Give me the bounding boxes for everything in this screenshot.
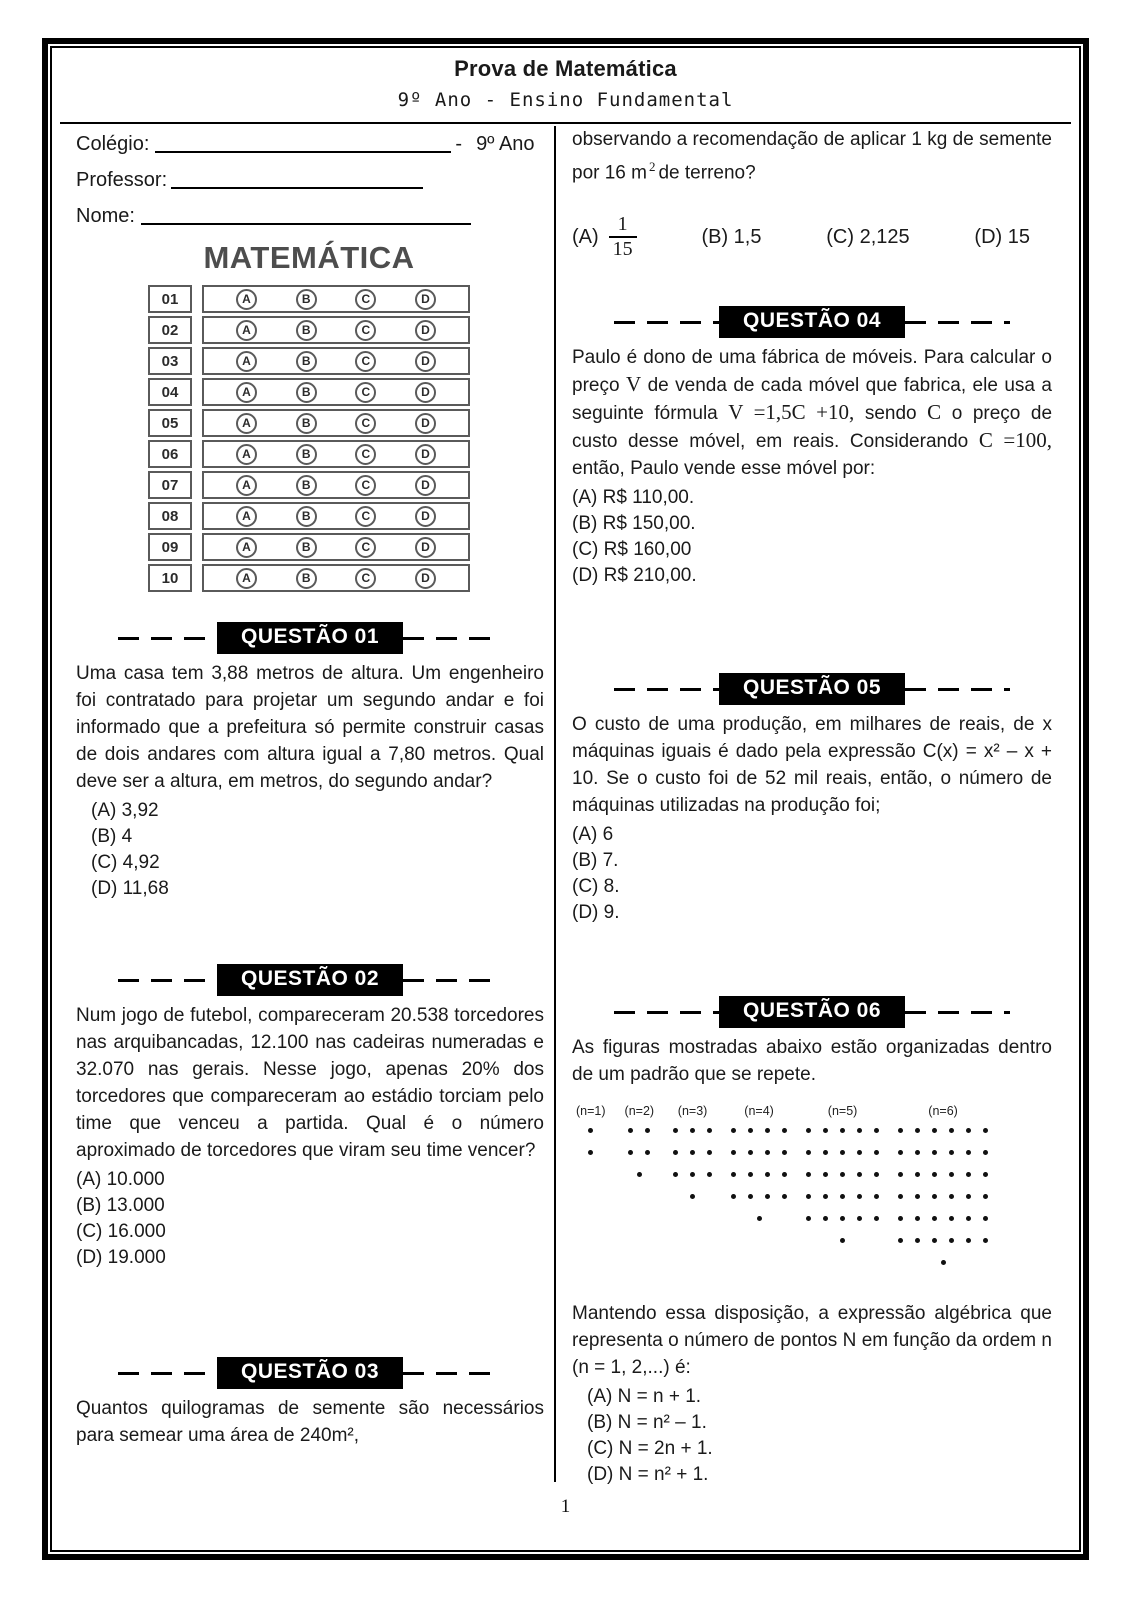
answer-bubble[interactable]: C [355, 475, 376, 496]
answer-bubble[interactable]: B [296, 475, 317, 496]
answer-bubble[interactable]: B [296, 444, 317, 465]
answer-bubble[interactable]: D [415, 444, 436, 465]
option: (D) 9. [572, 902, 620, 924]
question-01-options [76, 798, 544, 902]
answer-bubble[interactable]: A [236, 382, 257, 403]
option: (A) 3,92 [91, 800, 159, 821]
dot [966, 1128, 971, 1133]
dot [949, 1194, 954, 1199]
dot [731, 1150, 736, 1155]
option: (A) N = n + 1. [587, 1386, 702, 1408]
answer-row-number: 04 [148, 378, 192, 406]
answer-bubble[interactable]: A [236, 444, 257, 465]
q4-math-C: C [927, 400, 942, 425]
dot [915, 1238, 920, 1243]
question-01-header: QUESTÃO 01 [217, 622, 403, 654]
option: (C) R$ 160,00 [572, 539, 692, 561]
option: (A) R$ 110,00. [572, 487, 695, 509]
answer-bubble[interactable]: C [355, 320, 376, 341]
question-05-text: O custo de uma produção, em milhares de reais, de x máquinas iguais é dado pela expressão C(x) = x² – x + 10. Se o custo foi de 52 mil reais, então, o número de máquinas utilizadas na produção foi; [572, 714, 1052, 817]
dot [748, 1172, 753, 1177]
dot [748, 1150, 753, 1155]
answer-bubble[interactable]: B [296, 537, 317, 558]
question-03-text-left: Quantos quilogramas de semente são necessários para semear uma área de 240m², [76, 1398, 544, 1446]
answer-row-number: 07 [148, 471, 192, 499]
dot [731, 1128, 736, 1133]
professor-label: Professor: [76, 169, 168, 191]
dot [782, 1172, 787, 1177]
answer-sheet-options [202, 285, 470, 592]
question-05-header: QUESTÃO 05 [719, 673, 905, 705]
answer-bubble[interactable]: B [296, 320, 317, 341]
option: (D) 11,68 [91, 878, 169, 899]
dot [915, 1194, 920, 1199]
question-03-text-pre: observando a recomendação de aplicar 1 kg de semente por 16 m [572, 129, 1052, 184]
dot [915, 1128, 920, 1133]
dot [932, 1216, 937, 1221]
dot [898, 1194, 903, 1199]
dot [932, 1238, 937, 1243]
dot [949, 1216, 954, 1221]
question-04-text [572, 344, 1052, 482]
dot [932, 1150, 937, 1155]
dot [874, 1128, 879, 1133]
option-d: (D) 15 [974, 225, 1030, 248]
answer-bubble[interactable]: C [355, 382, 376, 403]
q4-text-2: de venda de cada móvel que fabrica, ele usa a seguinte fórmula [572, 375, 1052, 425]
dot [673, 1150, 678, 1155]
dot-pattern-figure [572, 1104, 1052, 1284]
answer-sheet-numbers [148, 285, 192, 592]
dot [690, 1128, 695, 1133]
dot [840, 1238, 845, 1243]
q4-text-5: então, Paulo vende esse móvel por: [572, 458, 876, 480]
dot [823, 1172, 828, 1177]
answer-bubble[interactable]: A [236, 289, 257, 310]
dash-line [118, 979, 217, 982]
answer-row [202, 285, 470, 313]
dot [748, 1194, 753, 1199]
answer-row [202, 347, 470, 375]
dot [840, 1172, 845, 1177]
answer-row-number: 09 [148, 533, 192, 561]
column-right [572, 126, 1052, 1488]
dot [731, 1194, 736, 1199]
question-02-text: Num jogo de futebol, compareceram 20.538 torcedores nas arquibancadas, 12.100 nas cadeiras numeradas e 32.070 nas gerais. Nesse jogo, apenas 20% dos torcedores que compareceram ao estádio torciam pelo time que venceu a partida. Qual é o número aproximado de torcedores que viram seu time vencer? [76, 1005, 544, 1161]
answer-row-number: 02 [148, 316, 192, 344]
answer-row [202, 378, 470, 406]
answer-bubble[interactable]: A [236, 506, 257, 527]
answer-bubble[interactable]: A [236, 320, 257, 341]
q4-math-V: V [625, 372, 642, 397]
nome-label: Nome: [76, 205, 135, 227]
grade-label: 9º Ano [476, 133, 535, 155]
dot [983, 1238, 988, 1243]
dot [806, 1216, 811, 1221]
answer-sheet [148, 285, 470, 592]
answer-bubble[interactable]: B [296, 568, 317, 589]
colegio-dash: - [455, 133, 463, 155]
dot [645, 1128, 650, 1133]
pattern-label: (n=1) [576, 1104, 606, 1119]
answer-bubble[interactable]: D [415, 351, 436, 372]
page-title: Prova de Matemática [454, 56, 677, 81]
dot [966, 1150, 971, 1155]
question-03-bar [76, 1357, 544, 1389]
dot [857, 1150, 862, 1155]
question-03-options [572, 208, 1030, 266]
dot [806, 1194, 811, 1199]
pattern-group [576, 1104, 606, 1155]
pattern-grid [731, 1128, 787, 1199]
page-subtitle: 9º Ano - Ensino Fundamental [397, 89, 734, 111]
option: (B) 13.000 [76, 1195, 165, 1216]
dot [707, 1150, 712, 1155]
dot [840, 1128, 845, 1133]
dot [765, 1128, 770, 1133]
answer-bubble[interactable]: B [296, 351, 317, 372]
q4-text-3: sendo [864, 403, 917, 425]
answer-row-number: 03 [148, 347, 192, 375]
fraction-denominator: 15 [609, 236, 637, 261]
answer-bubble[interactable]: C [355, 506, 376, 527]
dot [823, 1194, 828, 1199]
question-06-bar [572, 996, 1052, 1028]
answer-bubble[interactable]: D [415, 506, 436, 527]
sheet-inner-border [50, 46, 1081, 1552]
colegio-label: Colégio: [76, 133, 150, 155]
question-01-bar [76, 622, 544, 654]
pattern-label: (n=3) [677, 1104, 708, 1119]
answer-row [202, 440, 470, 468]
option-c: (C) 2,125 [826, 225, 910, 248]
dot [932, 1172, 937, 1177]
q4-math-C100: C =100, [978, 428, 1052, 453]
dot [731, 1172, 736, 1177]
dash-line [905, 688, 1010, 691]
question-02-header: QUESTÃO 02 [217, 964, 403, 996]
option-b: (B) 1,5 [701, 225, 762, 248]
dot [949, 1172, 954, 1177]
dot [645, 1150, 650, 1155]
dash-line [614, 688, 719, 691]
answer-bubble[interactable]: D [415, 475, 436, 496]
dot [966, 1216, 971, 1221]
pattern-grid [806, 1128, 879, 1221]
answer-sheet-title: MATEMÁTICA [203, 240, 415, 275]
colegio-field[interactable] [155, 133, 451, 153]
dot [874, 1194, 879, 1199]
dot [983, 1150, 988, 1155]
pattern-group [806, 1104, 879, 1243]
answer-bubble[interactable]: C [355, 568, 376, 589]
answer-bubble[interactable]: D [415, 382, 436, 403]
dash-line [403, 979, 502, 982]
answer-row [202, 502, 470, 530]
option: (D) 19.000 [76, 1247, 166, 1268]
q4-text-1: Paulo é dono de uma fábrica de móveis. Para calcular o preço [572, 347, 1052, 397]
fraction-1-15 [609, 213, 637, 261]
option: (D) N = n² + 1. [587, 1464, 709, 1486]
pattern-label: (n=5) [827, 1104, 858, 1119]
dot [765, 1150, 770, 1155]
squared-exponent: 2 [648, 159, 656, 174]
dash-line [118, 1372, 217, 1375]
dash-line [403, 637, 502, 640]
dot [840, 1216, 845, 1221]
form-row-nome [76, 198, 544, 234]
dot [898, 1150, 903, 1155]
dash-line [614, 321, 719, 324]
fraction-numerator: 1 [617, 213, 628, 236]
answer-bubble[interactable]: D [415, 568, 436, 589]
form-row-professor [76, 162, 544, 198]
dot [915, 1150, 920, 1155]
pattern-grid [898, 1128, 988, 1243]
dot [757, 1216, 762, 1221]
pattern-group [625, 1104, 655, 1177]
dot [898, 1238, 903, 1243]
dot [915, 1216, 920, 1221]
pattern-label: (n=4) [744, 1104, 774, 1119]
answer-bubble[interactable]: A [236, 568, 257, 589]
answer-bubble[interactable]: C [355, 413, 376, 434]
dot [949, 1150, 954, 1155]
dot [857, 1172, 862, 1177]
dot [823, 1150, 828, 1155]
option: (C) 4,92 [91, 852, 160, 873]
answer-bubble[interactable]: D [415, 289, 436, 310]
answer-row [202, 564, 470, 592]
answer-bubble[interactable]: C [355, 351, 376, 372]
question-06-text-1: As figuras mostradas abaixo estão organizadas dentro de um padrão que se repete. [572, 1037, 1052, 1086]
question-05-options [572, 822, 1052, 926]
dot [932, 1194, 937, 1199]
dot [690, 1194, 695, 1199]
question-03-text-right [572, 126, 1052, 186]
question-05-bar [572, 673, 1052, 705]
dot [941, 1260, 946, 1265]
dot [966, 1238, 971, 1243]
question-03-header: QUESTÃO 03 [217, 1357, 403, 1389]
question-06-options [572, 1384, 1052, 1488]
dot [932, 1128, 937, 1133]
answer-row-number: 05 [148, 409, 192, 437]
answer-row-number: 06 [148, 440, 192, 468]
option-a-label: (A) [572, 225, 599, 248]
question-02-options [76, 1167, 544, 1271]
option: (B) 4 [91, 826, 133, 847]
pattern-grid [628, 1128, 650, 1155]
dot [782, 1150, 787, 1155]
option: (A) 6 [572, 824, 614, 846]
pattern-grid [673, 1128, 712, 1177]
dot [983, 1128, 988, 1133]
dot [690, 1150, 695, 1155]
dot [673, 1128, 678, 1133]
pattern-group [731, 1104, 787, 1221]
dot [823, 1128, 828, 1133]
form-row-colegio [76, 126, 544, 162]
pattern-group [673, 1104, 712, 1199]
dash-line [614, 1011, 719, 1014]
option-a [572, 213, 637, 261]
dot [690, 1172, 695, 1177]
professor-field[interactable] [171, 169, 423, 189]
question-02-bar [76, 964, 544, 996]
question-06-text-2: Mantendo essa disposição, a expressão algébrica que representa o número de pontos N em função da ordem n (n = 1, 2,...) é: [572, 1303, 1052, 1379]
dot [898, 1216, 903, 1221]
dot [898, 1172, 903, 1177]
dot [782, 1128, 787, 1133]
dot [874, 1172, 879, 1177]
answer-row [202, 533, 470, 561]
dash-line [905, 321, 1010, 324]
dot [806, 1172, 811, 1177]
nome-field[interactable] [141, 205, 471, 225]
dot [949, 1128, 954, 1133]
dot [983, 1172, 988, 1177]
answer-bubble[interactable]: B [296, 289, 317, 310]
dot [588, 1150, 593, 1155]
answer-bubble[interactable]: A [236, 475, 257, 496]
answer-bubble[interactable]: C [355, 444, 376, 465]
dash-line [403, 1372, 502, 1375]
dot [966, 1172, 971, 1177]
answer-bubble[interactable]: D [415, 413, 436, 434]
answer-row [202, 316, 470, 344]
answer-bubble[interactable]: A [236, 537, 257, 558]
dot [840, 1150, 845, 1155]
answer-bubble[interactable]: D [415, 537, 436, 558]
test-sheet [42, 38, 1089, 1560]
dot [915, 1172, 920, 1177]
dot [949, 1238, 954, 1243]
dot [806, 1128, 811, 1133]
answer-row [202, 409, 470, 437]
answer-row-number: 10 [148, 564, 192, 592]
option: (B) N = n² – 1. [587, 1412, 707, 1434]
question-04-header: QUESTÃO 04 [719, 306, 905, 338]
pattern-group [898, 1104, 988, 1265]
dot [628, 1128, 633, 1133]
answer-bubble[interactable]: D [415, 320, 436, 341]
option: (C) 8. [572, 876, 620, 898]
option: (D) R$ 210,00. [572, 565, 697, 587]
answer-bubble[interactable]: C [355, 289, 376, 310]
dot [874, 1150, 879, 1155]
pattern-label: (n=2) [624, 1104, 655, 1119]
dot [823, 1216, 828, 1221]
question-04-bar [572, 306, 1052, 338]
question-01-text: Uma casa tem 3,88 metros de altura. Um engenheiro foi contratado para projetar um segundo andar e foi informado que a prefeitura só permite construir casas de dois andares com altura igual a 7,80 metros. Qual deve ser a altura, em metros, do segundo andar? [76, 663, 544, 792]
answer-bubble[interactable]: A [236, 413, 257, 434]
dot [874, 1216, 879, 1221]
column-divider [554, 126, 556, 1482]
option: (B) R$ 150,00. [572, 513, 696, 535]
answer-bubble[interactable]: A [236, 351, 257, 372]
option: (A) 10.000 [76, 1169, 165, 1190]
answer-bubble[interactable]: B [296, 413, 317, 434]
dot [983, 1194, 988, 1199]
dot [806, 1150, 811, 1155]
dot [983, 1216, 988, 1221]
answer-row [202, 471, 470, 499]
pattern-grid [588, 1128, 593, 1133]
dot [748, 1128, 753, 1133]
option: (C) N = 2n + 1. [587, 1438, 713, 1460]
dot [898, 1128, 903, 1133]
dot [707, 1172, 712, 1177]
answer-bubble[interactable]: B [296, 382, 317, 403]
answer-row-number: 08 [148, 502, 192, 530]
q4-formula: V =1,5C +10, [728, 400, 855, 425]
question-06-header: QUESTÃO 06 [719, 996, 905, 1028]
answer-bubble[interactable]: B [296, 506, 317, 527]
dot [966, 1194, 971, 1199]
answer-row-number: 01 [148, 285, 192, 313]
answer-bubble[interactable]: C [355, 537, 376, 558]
dot [765, 1172, 770, 1177]
dot [673, 1172, 678, 1177]
q4-text-4: o preço de custo desse móvel, em reais. Considerando [572, 403, 1053, 453]
dot [840, 1194, 845, 1199]
dot [857, 1194, 862, 1199]
dot [765, 1194, 770, 1199]
option: (B) 7. [572, 850, 619, 872]
page-number: 1 [560, 1496, 571, 1517]
dot [782, 1194, 787, 1199]
option: (C) 16.000 [76, 1221, 166, 1242]
dot [857, 1128, 862, 1133]
dot [707, 1128, 712, 1133]
column-left [76, 126, 544, 1449]
question-04-options [572, 485, 1052, 589]
dash-line [118, 637, 217, 640]
dot [637, 1172, 642, 1177]
question-03-text-post: de terreno? [658, 162, 756, 184]
dash-line [905, 1011, 1010, 1014]
pattern-label: (n=6) [928, 1104, 958, 1119]
header-rule [60, 122, 1071, 124]
dot [857, 1216, 862, 1221]
dot [588, 1128, 593, 1133]
dot [628, 1150, 633, 1155]
